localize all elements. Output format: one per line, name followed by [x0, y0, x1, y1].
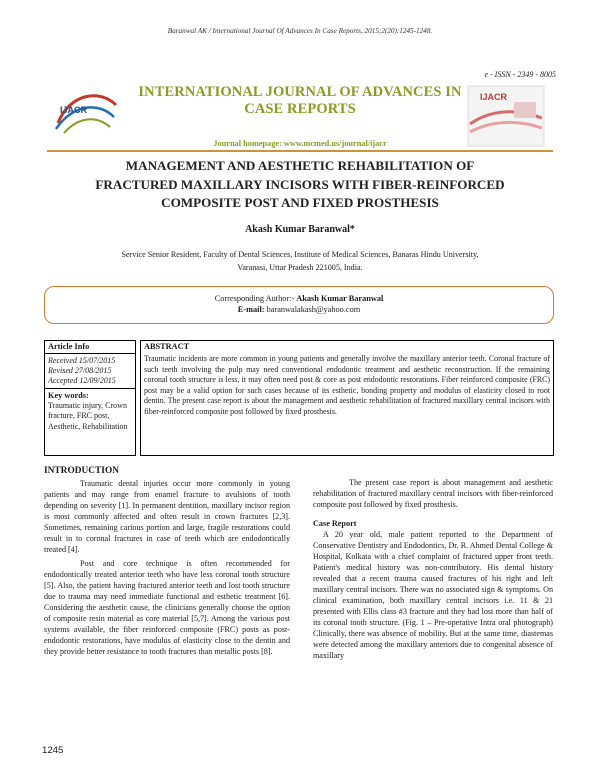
journal-title-line1: INTERNATIONAL JOURNAL OF ADVANCES IN [138, 84, 462, 100]
header-rule [47, 150, 553, 152]
article-info-heading: Article Info [45, 341, 135, 354]
case-report-heading: Case Report [313, 519, 357, 528]
title-line1: MANAGEMENT AND AESTHETIC REHABILITATION OF [125, 158, 475, 173]
running-head: Baranwal AK / International Journal Of Advances In Case Reports, 2015;2(20):1245-1248. [167, 27, 433, 35]
abstract-heading: ABSTRACT [144, 342, 190, 351]
left-column [44, 466, 290, 660]
case-report-paragraph: A 20 year old, male patient reported to the Department of Conservative Dentistry and Endodontics, Dr. R. Ahmed Dental College & Hospital, Kolkata with a chief complaint of fractured upper front teeth. Patient's medical history was non-contributory. His dental history revealed that a recent trauma caused fractures of his right and left maxillary central incisors. There was no associated sign & symptoms. On clinical examination, both maxillary central incisors i.e. 11 & 21 presented with Ellis class #3 fracture and they had lost more than half of its coronal tooth structure. (Fig. 1 – Pre-operative Intra oral photograph) Clinically, there was absence of mobility. But at the same time, diastemas were detected among the maxillary anteriors due to congenital absence of maxillary [313, 530, 553, 660]
accepted-date: Accepted 12/09/2015 [48, 376, 116, 385]
author-name: Akash Kumar Baranwal* [245, 224, 355, 235]
keywords-list: Traumatic injury, Crown fracture, FRC post, Aesthetic, Rehabilitation [48, 401, 128, 431]
title-line2: FRACTURED MAXILLARY INCISORS WITH FIBER-REINFORCED [95, 176, 505, 192]
abstract-text: Traumatic incidents are more common in young patients and generally involve the maxillary anterior teeth. Coronal fracture of such teeth involving the pulp may need conventional endodontic treatment and aesthetic reconstruction. If the remaining coronal tooth structure is less, it may often need post & core as post endodontic restorations. Fiber reinforced composite (FRC) post may be a valid option for such cases because of its esthetic, bonding property and modulus of elasticity closed to root dentin. The present case report is about the management and aesthetic rehabilitation of fractured maxillary central incisors with fiber-reinforced composite post followed by fixed prosthesis. [144, 354, 550, 416]
logo-right-text: IJACR [480, 92, 508, 102]
intro-paragraph-1: Traumatic dental injuries occur more commonly in young patients and may range from enamel fracture to avulsions of tooth depending on severity [1]. In permanent dentition, maxillary incisor region is most commonly affected and often result in crown fractures [2,3]. Sometimes, remaining carious portion and large, fragile restorations could result in to coronal fractures in case of teeth which are endodontically treated [4]. [44, 479, 290, 554]
article-info-table [44, 340, 554, 456]
corresponding-author-box [44, 286, 554, 324]
affiliation-line2: Varanasi, Uttar Pradesh 221005, India. [237, 263, 363, 272]
corresponding-label: Corresponding Author:- [214, 294, 297, 303]
issn: e - ISSN - 2349 - 8005 [484, 70, 556, 79]
affiliation [60, 248, 540, 274]
revised-date: Revised 27/08/2015 [48, 366, 112, 375]
journal-logo-left [50, 83, 122, 139]
keywords-heading: Key words: [48, 391, 89, 400]
introduction-heading: INTRODUCTION [44, 466, 120, 476]
journal-title [130, 84, 470, 118]
title-line3: COMPOSITE POST AND FIXED PROSTHESIS [161, 195, 439, 210]
page-number: 1245 [42, 745, 64, 756]
corresponding-name: Akash Kumar Baranwal [296, 294, 384, 303]
article-info-cell [44, 340, 136, 456]
right-paragraph-1: The present case report is about management and aesthetic rehabilitation of fractured maxillary central incisors with fiber-reinforced composite post followed by fixed prosthesis. [313, 478, 553, 509]
affiliation-line1: Service Senior Resident, Faculty of Dental Sciences, Institute of Medical Sciences, Banaras Hindu University, [121, 250, 479, 259]
email-label: E-mail: [237, 305, 267, 314]
abstract-cell [140, 340, 554, 456]
intro-paragraph-2: Post and core technique is often recommended for endodontically treated anterior teeth who have less coronal tooth structure [5]. Also, the patient having fractured anterior teeth and lost tooth structure due to trauma may need immediate functional and esthetic treatment [6]. Considering the aesthetic cause, the clinicians generally choose the option of composite resin material as core material [5,7]. Among the various post systems available, the fiber reinforced composite (FRC) posts as post-endodontic restorations, have modulus of elasticity close to the dentin and they provide better resistance to tooth fractures than metallic posts [8]. [44, 559, 290, 656]
right-column [313, 466, 553, 664]
keywords-block [45, 389, 135, 434]
logo-left-text: IJACR [60, 105, 88, 115]
journal-title-line2: CASE REPORTS [244, 101, 356, 117]
paper-title [30, 157, 570, 213]
email-link[interactable]: baranwalakash@yahoo.com [266, 305, 361, 314]
received-date: Received 15/07/2015 [48, 356, 116, 365]
article-dates [45, 354, 135, 389]
journal-homepage: Journal homepage: www.mcmed.us/journal/ijacr [213, 139, 387, 148]
